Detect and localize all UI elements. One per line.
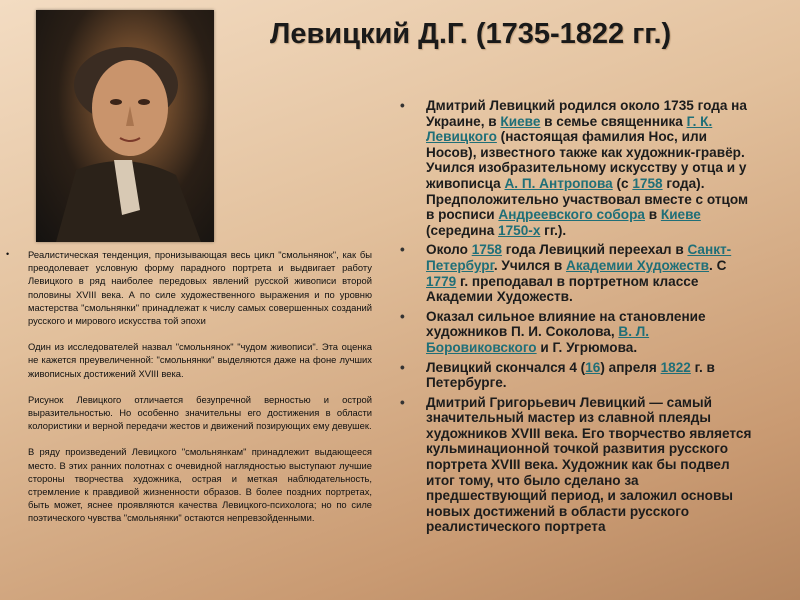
bullet-item-2 [398, 242, 758, 304]
bullet-item-3 [398, 309, 758, 356]
text-fragment: г. в Петербурге. [426, 359, 715, 391]
link-1758-b[interactable]: 1758 [471, 242, 502, 258]
text-fragment: г. преподавал в портретном классе Академии Художеств. [426, 273, 699, 305]
right-text-block [398, 98, 758, 539]
bullet-item-4 [398, 360, 758, 391]
bullet-item-1 [398, 98, 758, 238]
left-paragraph-2: Один из исследователей назвал "смольнянок" "чудом живописи". Эта оценка не кажется преувеличенной: "смольнянки" выделяются даже на фоне лучших живописных достижений XVIII века. [28, 341, 372, 379]
text-fragment: Оказал сильное влияние на становление художников П. И. Соколова, [426, 308, 706, 340]
text-fragment: ) апреля [600, 359, 661, 375]
text-fragment: в [644, 207, 661, 223]
link-kiev-2[interactable]: Киеве [660, 207, 701, 223]
link-1779[interactable]: 1779 [426, 273, 457, 289]
bullet-dot: • [400, 242, 405, 258]
link-academy-of-arts[interactable]: Академии Художеств [566, 257, 710, 273]
bullet-list [398, 98, 758, 535]
text-fragment: . Учился в [493, 257, 566, 273]
eye-right [138, 99, 150, 105]
link-16[interactable]: 16 [585, 359, 601, 375]
link-antropov[interactable]: А. П. Антропова [504, 175, 613, 191]
bullet-dot: • [400, 98, 405, 113]
link-1822[interactable]: 1822 [660, 359, 691, 375]
left-paragraph-4: В ряду произведений Левицкого "смольнянкам" принадлежит выдающееся место. В этих ранних полотнах с очевидной наглядностью выступают лучшие стороны творчества художника, острая и меткая наблюдательность, стремление к правдивой жизненности образов. В более поздних портретах, быть может, яснее проявляются качества Левицкого-психолога; но по силе поэтического чувства "смольнянки" остаются непревзойденными. [28, 446, 372, 524]
text-fragment: (с [612, 175, 633, 191]
bullet-dot: • [400, 359, 405, 375]
text-fragment: в семье священника [540, 113, 687, 129]
left-bullet: • [6, 249, 10, 259]
text-fragment: Левицкий скончался 4 ( [426, 359, 586, 375]
left-paragraph-3: Рисунок Левицкого отличается безупречной верностью и острой выразительностью. Но особенно значительны его достижения в области колористики и верной передачи жестов и движений позирующих ему девушек. [28, 393, 372, 432]
text-fragment: года). Предположительно участвовал вместе с отцом в росписи [426, 175, 749, 223]
link-andreevsky-sobor[interactable]: Андреевского собора [498, 207, 645, 223]
left-text-block [6, 248, 372, 538]
text-fragment: и Г. Угрюмова. [536, 339, 638, 355]
portrait-drawing [36, 10, 214, 242]
link-g-k-levitsky[interactable]: Г. К. Левицкого [426, 113, 713, 145]
link-1750s[interactable]: 1750-х [498, 222, 541, 238]
text-fragment: года Левицкий переехал в [501, 242, 688, 258]
link-1758[interactable]: 1758 [632, 175, 663, 191]
link-borovikovsky[interactable]: В. Л. Боровиковского [426, 324, 650, 355]
text-fragment: (настоящая фамилия Нос, или Носов), известного также как художник-гравёр. Учился изобразительному искусству у отца и у живописца [426, 129, 747, 191]
text-fragment: гг.). [540, 222, 567, 238]
bullet-dot: • [400, 308, 405, 324]
bullet-item-5 [398, 395, 758, 535]
link-saint-petersburg[interactable]: Санкт-Петербург [426, 242, 732, 273]
text-fragment: Дмитрий Левицкий родился около 1735 года на Украине, в [426, 98, 747, 129]
text-fragment: Около [426, 242, 472, 258]
text-fragment: . С [709, 257, 727, 273]
portrait-image [36, 10, 214, 242]
left-paragraph-1: Реалистическая тенденция, пронизывающая весь цикл "смольнянок", как бы преодолевает условную форму парадного портрета и выдвигает работу Левицкого в ряд наиболее передовых явлений русской живописи второй половины XVIII века. А по силе художественного выражения и по уровню мастерства "смольнянки" принадлежат к числу самых совершенных созданий русского и мирового искусства той эпохи [28, 249, 372, 327]
bullet-dot: • [400, 394, 405, 410]
text-fragment: (середина [426, 222, 499, 238]
page-title: Левицкий Д.Г. (1735-1822 гг.) [270, 18, 672, 50]
eye-left [110, 99, 122, 105]
text-fragment: Дмитрий Григорьевич Левицкий — самый значительный мастер из славной плеяды художников XVIII века. Его творчество является кульминационной точкой развития русского портрета XVIII века. Художник как бы подвел итог тому, что было сделано за предшествующий период, и заложил основы новых достижений в области русского реалистического портрета [426, 394, 752, 535]
link-kiev[interactable]: Киеве [500, 113, 541, 129]
